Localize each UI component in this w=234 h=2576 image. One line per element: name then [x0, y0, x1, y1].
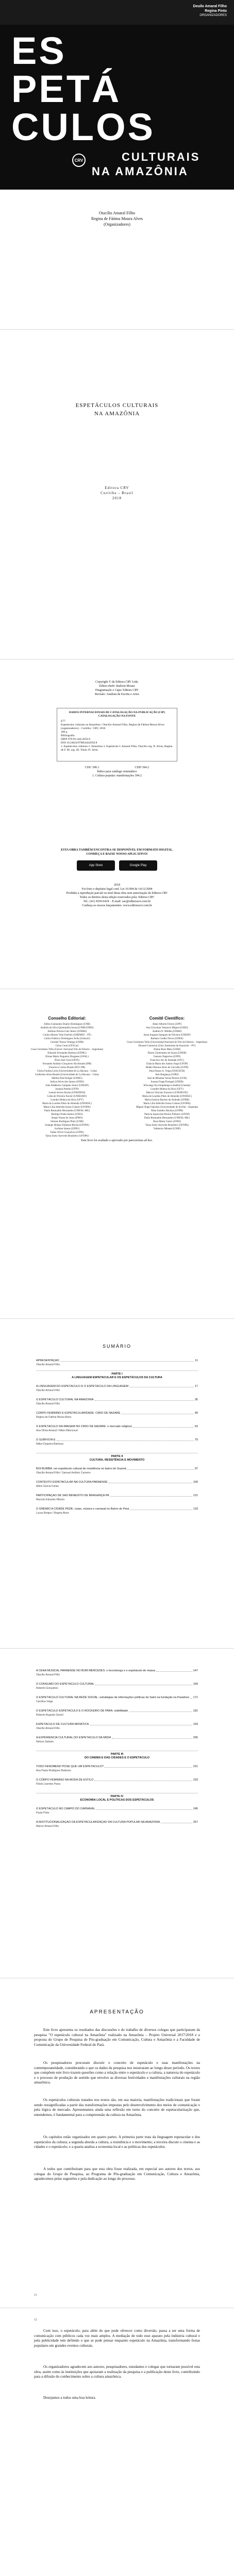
council-member: Sydione Santos (UEPG) [54, 1128, 80, 1130]
council-member: Andréia da Silva Quintanilha Sousa (UNIR/UFRN) [40, 1027, 94, 1029]
council-member: Lourdes Helena da Silva (UFV) [151, 1088, 183, 1091]
council-member: Eliane Rose Maio (UEM) [154, 1048, 180, 1051]
toc-entry[interactable] [36, 1385, 198, 1388]
digital-notice: ESTA OBRA TAMBÉM ENCONTRA-SE DISPONÍVEL EM FORMATO DIGITAL. CONHEÇA E BAIXE NOSSO APLICATIVO! [61, 849, 173, 856]
legal-deposit: Foi feito o depósito legal conf. Lei 10.994 de 14/12/2004 [81, 888, 153, 891]
toc-entry[interactable] [36, 1683, 198, 1686]
toc-entry-title: O CORPO FEMININO NA MODA DE ESTILO [36, 1778, 94, 1782]
toc-page-number: 205 [193, 1736, 198, 1739]
council-member: Fernando Antônio Gonçalves Alcoforado (IPB) [42, 1063, 92, 1065]
council-member: Ilma Passos A. Veiga (UNICEUB) [149, 1070, 185, 1073]
presentation-page-2 [0, 2308, 234, 2576]
council-member: Helder Buenos Aires de Carvalho (UFPI) [145, 1066, 189, 1069]
presentation-paragraph: Os espetáculos culturais tratados nos textos são, em sua maioria, manifestações tradicionais que foram sendo ressignificadas a partir das transformações impostas pelo desenvolvimento dos meios de comunicação e pela lógica de mercado. Apresentamos ainda uma reflexão em torno do conceito de espetacularização que, entendemos, é fundamental para a compreensão da cultura na Amazônia. [34, 2098, 200, 2117]
toc-entry-author: Nelson Sabarin [36, 1740, 54, 1743]
council-member: Sérgio Nunes de Jesus (IFRO) [51, 1117, 83, 1120]
presentation-paragraph: Os capítulos estão organizados em quatro partes. A primeira parte trata da linguagem espetacular e dos espetáculos da cultura; a segunda aborda a cultura, a resistência e o movimento; a terceira discute o cinema e as cidades e o espetáculo; e a quarta analisa a economia local e as políticas dos espetáculos. [34, 2135, 200, 2149]
toc-entry[interactable] [36, 1821, 198, 1824]
cip-box [57, 708, 177, 761]
council-member: Kilwangy Kya Kapitango-a-Samba (Unemat) [143, 1084, 191, 1087]
credits-line-2: Diagramação e Capa: Editora CRV [95, 689, 139, 692]
toc-leader [60, 1361, 194, 1362]
toc-leader [190, 1698, 192, 1699]
council-member: Cesar Gerónimo Tello (Universidad Nacional de Três de Febrero – Argentina) [127, 1041, 207, 1044]
toc-entry[interactable] [36, 1481, 198, 1484]
toc-entry-author: Roberto Augusto Gaviol [36, 1714, 63, 1717]
toc-part-heading: PARTE I A LINGUAGEM ESPETACULAR E OS ESPETÁCULOS DA CULTURA [72, 1372, 162, 1379]
council-member: Míguel Ángel Sánchez (Universidade de Sevilla – Espanha) [136, 1106, 198, 1109]
toc-entry-author: Otacílio Amaral Filho [36, 1389, 60, 1392]
presentation-paragraph: A todos que contribuíram para que esta obra fosse realizada, em especial aos autores dos textos, aos colegas do Grupo de Pesquisa, ao Programa de Pós-graduação em Comunicação, Cultura e Amazônia, agradecemos pelas sugestões e pela dedicação ao longo do processo. [34, 2167, 200, 2181]
credits-footer [0, 883, 234, 908]
toc-entry-author: Otacílio Amaral Filho [36, 1363, 60, 1366]
council-page [0, 989, 234, 1319]
crv-logo: CRV [72, 154, 86, 167]
toc-entry-title: TODO FENÔMENO POSE QUE UM ESPETÁCULO? [36, 1765, 104, 1768]
toc-entry[interactable] [36, 1709, 198, 1713]
toc-leader [96, 1809, 192, 1810]
toc-entry-author: Ana Olívia Amaral / Nilton Bitencourt [36, 1429, 78, 1432]
council-member: Rodrigo Pratte-Santos (UFES) [51, 1113, 83, 1116]
toc-entry-author: Márcio Amaral Filho [36, 1825, 59, 1828]
toc-entry[interactable] [36, 1736, 198, 1740]
council-member: Tania Suely Azevedo Brasileiro (UFOPA) [145, 1124, 189, 1127]
council-member: Eduardo Fernandes Barbosa (UFMG) [47, 1052, 87, 1055]
cip-line-7: 1. Espetáculos culturais 2. Amazônia 3. Espetáculo I. Amaral Filho, Otacílio org. II. Alves, Regina de F. M. org. III. Título IV. Série. [61, 745, 173, 752]
toc-entry-author: Carolina Veiga [36, 1700, 53, 1703]
toc-leader [156, 1671, 192, 1672]
cip-line-6: DOI 10.24824/978854442650.8 [61, 741, 97, 744]
council-member: Marcos Vinicius Francisco (UNOESTE) [146, 1092, 188, 1094]
website-link[interactable]: Conheça os nossos lançamentos: www.editoracrv.com.br [81, 904, 153, 907]
app-store-badge[interactable]: App Store [77, 860, 115, 871]
toc-leader [112, 1738, 192, 1739]
council-member: José de Ribamar Sousa Pereira (UCB) [147, 1077, 187, 1080]
toc-entry-title: A CENA MUSICAL PARAENSE NO BOM MERCEDES: o tecnobrega e o espetáculo de massa [36, 1669, 156, 1672]
council-member: Maria de Lourdes Pinto de Almeida (UNOESC) [42, 1103, 92, 1105]
toc-entry-author: Ailton Garcia Farias [36, 1485, 59, 1488]
toc-entry-title: O ESPETÁCULO CULTURAL NA REDE SOCIAL: estratégias de informações políticas do Sairé na fundação na Paradoxo [36, 1696, 190, 1699]
toc-page-number: 193 [193, 1723, 198, 1726]
council-member: Carlos Federico Domínguez Avila (Unieuro) [44, 1038, 90, 1040]
presentation-paragraph: Este livro apresenta os resultados das discussões e do trabalho de diversos colegas que participaram da pesquisa "O espetáculo cultural na Amazônia" realizado na Amazônia – Projeto Universal 2017/2018 e a proposta do Grupo de Pesquisa de Pós-graduação em Comunicação, Cultura e Amazônia e a Faculdade de Comunicação da Universidade Federal do Pará. [34, 2028, 200, 2047]
toc-entry[interactable] [36, 1467, 198, 1471]
toc-leader [129, 1711, 192, 1712]
toc-entry[interactable] [36, 1412, 198, 1415]
toc-entry-author: Otacílio Amaral Filho [36, 1727, 60, 1730]
council-member: Paulo Romualdo Hernandes (UNIFAL-MG) [44, 1110, 90, 1112]
council-member: Aldira Guimarães Duarte Domínguez (UNB) [43, 1023, 91, 1026]
council-member: Solange Helena Ximenes-Rocha (UFOPA) [45, 1124, 89, 1127]
cover-top-band [0, 0, 234, 25]
toc-page-number: 97 [194, 1467, 198, 1470]
contact-line: Tel.: (41) 3039-6418 – E-mail: sac@editoracrv.com.br [83, 900, 151, 903]
council-member: Lídia de Oliveira Xavier (UNIEURO) [47, 1095, 87, 1098]
toc-entry[interactable] [36, 1438, 198, 1442]
cover-title-area [0, 25, 234, 190]
toc-leader [127, 1469, 194, 1470]
halftitle-publisher: Editora CRV [105, 486, 129, 490]
cip-line-4: Bibliografia [61, 734, 75, 737]
cip-line-2: Espetáculos culturais na Amazônia / Otacílio Amaral Filho, Regina de Fátima Moura Alves (organizadores) – Curitiba : CRV, 2018. [61, 723, 164, 730]
council-member: Diosnel Centurion (Univ Autónoma de Asunción – PY) [138, 1045, 196, 1047]
credits-line-1: Editor-chefe: Railson Moura [99, 685, 135, 688]
council-member: Maria Eurácia Barreto de Andrade (UFRB) [144, 1099, 190, 1101]
toc-part-heading: PARTE IV ECONOMIA LOCAL E POLÍTICAS DOS ESPETÁCULOS [80, 1795, 154, 1802]
toc-entry[interactable] [36, 1398, 198, 1402]
halftitle-place: Curitiba – Brasil [101, 491, 133, 495]
presentation-title: APRESENTAÇÃO [90, 2009, 144, 2015]
toc-page-number: 49 [194, 1412, 198, 1415]
council-member: Elizeu Clementino de Souza (UNEB) [147, 1052, 187, 1055]
cover-title-line-3: CULOS [11, 106, 155, 148]
summary-page [0, 1319, 234, 1649]
council-member: Altair Alberto Fávero (UPF) [152, 1023, 182, 1026]
council-member: Carlos Alberto Vilar Estêvão (UMINHO – PT) [43, 1034, 91, 1037]
organizer-2: Regina de Fátima Moura Alves [91, 216, 143, 221]
presentation-page [0, 1978, 234, 2308]
council-member: Elione Maria Nogueira Diogenes (UFAL) [45, 1056, 89, 1058]
cover-subtitle-line-2: NA AMAZÔNIA [92, 165, 189, 178]
toc-entry-title: CONTEXTO ESPETACULAR NA CULTURA PARAENSE [36, 1481, 108, 1484]
council-member: Nilsa Sumiko Hachiya (UFPR) [151, 1110, 183, 1112]
toc-entry-title: ESPETÁCULO DE CULTURA MIDIÁTICA [36, 1723, 89, 1726]
toc-page-number: 221 [193, 1765, 198, 1768]
toc-page-number: 159 [193, 1683, 198, 1686]
toc-entry-author: Nilton Dejanira Barbosa [36, 1443, 63, 1446]
toc-entry-title: O CONSUMO DO ESPETÁCULO CULTURAL [36, 1683, 94, 1686]
halftitle-year: 2018 [112, 496, 122, 500]
organizers-role: (Organizadores) [104, 222, 130, 227]
council-member: Tania Suely Azevedo Brasileiro (UFOPA) [45, 1135, 89, 1138]
council-member: Antônio Pereira Gaio Júnior (UFRRJ) [47, 1030, 87, 1033]
presentation-paragraph: Os pesquisadores procuram discutir o conceito de espetáculo e suas manifestações na contemporaneidade, considerando o que os dados da pesquisa nos mostraram ao longo desse período. Os textos que compõem este livro trazem questões como a relação entre o espetáculo e a cultura, a natureza do espetáculo e o processo de produção de sentido que envolve as diversas festividades e manifestações culturais na região amazônica. [34, 2061, 200, 2085]
toc-entry-title: A LINGUAGEM DO ESPETÁCULO E O ESPETÁCULO DA LINGUAGEM [36, 1385, 129, 1388]
council-member: Maria Lília Imbiriba Sousa Colares (UFOPA) [143, 1103, 191, 1105]
presentation-paragraph: Com isso, o espetáculo, para além do que pode oferecer como diversão, passa a ser uma forma de comunicação com públicos cada vez mais amplos. A mediação de todo esse aparato pela indústria cultural e pela publicidade tem definido o que se pode pensar enquanto espetáculo na Amazônia, transformando festas populares em grandes eventos culturais. [34, 2329, 200, 2348]
rights-notice: Proibida a reprodução parcial ou total desta obra sem autorização da Editora CRV [66, 892, 168, 895]
council-member: Tadeu Oliver Gonçalves (UFPA) [50, 1131, 84, 1134]
toc-entry[interactable] [36, 1359, 198, 1363]
organizer-1: Otacílio Amaral Filho [98, 211, 136, 215]
toc-entry-author: Flávia Leandra Paiva [36, 1783, 60, 1786]
council-member: Francisco Carlos Duarte (PUC-PR) [48, 1066, 86, 1069]
council-member: Helmut Paul Krüger (UFMG) [52, 1077, 82, 1080]
council-member: Leonel Severo Rocha (UNISINOS) [48, 1092, 86, 1094]
toc-entry-author: Marcelo Eduardo Ribeiro [36, 1498, 65, 1501]
toc-page-number: 181 [193, 1709, 198, 1713]
council-member: Cesar Gerónimo Tello (Univer. Nacional Três de Febrero – Argentina) [30, 1048, 104, 1051]
toc-entry-title: A INSTITUCIONALIZAÇÃO DA ESPETACULARIZAÇÃO DA CULTURA POPULAR NA AMAZÔNIA [36, 1821, 160, 1824]
council-member: Gláucia Maria dos Santos Jorge (UFOP) [146, 1063, 188, 1065]
toc-page-number: 147 [193, 1669, 198, 1672]
toc-entry[interactable] [36, 1425, 198, 1429]
council-member: Rosa Maria Castro (UFRJ) [153, 1121, 181, 1123]
council-member: Valdenice Minatel (UNIP) [153, 1128, 181, 1130]
toc-page-number: 11 [195, 1359, 198, 1362]
toc-entry-author: Otacílio Amaral Filho / Samuel Antônio Carneiro [36, 1471, 91, 1475]
scientific-committee [121, 1016, 213, 1131]
council-member: Simone Rodrigues Pinto (UNB) [50, 1121, 84, 1123]
council-member: Lourdes Helena da Silva (UFV) [51, 1099, 83, 1101]
toc-leader [57, 1440, 194, 1441]
council-member: Paulo Romualdo Hernandes (UNIFAL-MG) [144, 1117, 190, 1120]
toc-entry-title: O ESPETÁCULO CULTURAL NA AMAZÔNIA [36, 1398, 94, 1401]
cip-heading: DADOS INTERNACIONAIS DE CATALOGAÇÃO-NA-PUBLICAÇÃO (CIP) CATALOGAÇÃO NA FONTE [69, 711, 165, 718]
cip-classification [0, 766, 234, 778]
toc-entry-author: Otacílio Amaral Filho [36, 1402, 60, 1405]
council-member: Carmen Tereza Velanga (UNIR) [50, 1041, 84, 1044]
store-badges [0, 860, 234, 871]
cip-line-1: E77 [61, 720, 65, 723]
cover-organizers [0, 210, 234, 227]
sales-notice: Todos os direitos desta edição reservados pela: Editora CRV [79, 896, 155, 899]
toc-entry-author: Lucas Borges / Regina Alves [36, 1512, 69, 1515]
halftitle-page [0, 330, 234, 659]
toc-page-number: 245 [193, 1807, 198, 1810]
cip-line-10: 1. Cultura popular: manifestações 394.2 [92, 774, 142, 777]
council-member: Jussara Fraga Portugal (UNEB) [151, 1081, 183, 1083]
toc-separator [36, 1370, 198, 1371]
toc-entry[interactable] [36, 1507, 198, 1511]
toc-page-number: 133 [193, 1507, 198, 1511]
page-number: 11 [34, 2294, 37, 2297]
council-member: Celso Conti (UFSCar) [55, 1045, 79, 1047]
toc-leader [133, 1427, 194, 1428]
council-member: Francisco Ari de Andrade (UFC) [150, 1059, 184, 1062]
toc-entry[interactable] [36, 1723, 198, 1726]
toc-entry[interactable] [36, 1669, 198, 1673]
google-play-badge[interactable]: Google Play [119, 860, 157, 871]
toc-entry-title: A EXPERIÊNCIA CULTURAL DO ESPETÁCULO DA MÍDIA [36, 1736, 111, 1739]
council-member: Fauston Negreiros (UFPI) [153, 1056, 181, 1058]
council-member: Élsio José Corá (UFFS) [55, 1059, 79, 1062]
toc-page-number: 171 [193, 1696, 198, 1699]
toc-page-number: 233 [193, 1778, 198, 1782]
toc-entry-title: APRESENTAÇÃO [36, 1359, 59, 1362]
toc-entry-title: O ESPETÁCULO NO CAMPO DO CARNAVAL [36, 1807, 95, 1810]
cover-subtitle-line-1: CULTURAIS [122, 150, 200, 163]
toc-entry-title: PARTICIPAÇÃO DE SÃO BENEDITO DE BRAGANÇA PA [36, 1494, 109, 1497]
page-number: 12 [34, 2318, 37, 2321]
cover-editor-2: Regina Pinto [205, 9, 227, 13]
toc-entry[interactable] [36, 1696, 198, 1700]
editorial-council-list [21, 1023, 113, 1138]
toc-page-number: 17 [194, 1385, 198, 1388]
council-member: João Adalberto Campato Junior (UNESP) [45, 1084, 89, 1087]
council-member: Anna Augusta Sampaio de Oliveira (UNESP) [143, 1034, 191, 1037]
toc-entry-author: Otacílio Amaral Filho [36, 1673, 60, 1676]
toc-leader [110, 1496, 192, 1497]
toc-entry-author: Paulo Pinto [36, 1811, 49, 1815]
cip-line-9: Índice para catálogo sistemático [97, 770, 137, 773]
halftitle-line-1: ESPETÁCULOS CULTURAIS [75, 402, 159, 409]
toc-leader [95, 1400, 194, 1401]
toc-entry-title: CORPO FEMININO E ESPETACULARIDADE: CÍRIO DE NAZARÉ [36, 1412, 121, 1415]
toc-leader [105, 1767, 192, 1768]
council-member: Inês Bragança (UERJ) [155, 1074, 179, 1076]
scientific-committee-list [121, 1023, 213, 1131]
toc-entry-author: Roberto Gonçalves [36, 1687, 58, 1690]
toc-entry-title: O SURFISTA E [36, 1438, 56, 1442]
toc-entry[interactable] [36, 1494, 198, 1498]
cover-editor-1: Deuilo Amaral Filho [193, 5, 227, 8]
toc-page-number: 79 [194, 1438, 198, 1442]
council-member: Patricia Aparecida Pereira Pinheiro (UFOP) [144, 1113, 190, 1116]
council-member: Josania Portela (UFPI) [55, 1088, 79, 1091]
toc-page-number: 257 [193, 1821, 198, 1824]
copyright-line: Copyright © da Editora CRV Ltda. [95, 681, 139, 684]
scientific-committee-title: Comitê Científico: [149, 1016, 185, 1021]
halftitle-line-2: NA AMAZÔNIA [94, 411, 140, 417]
editorial-council [21, 1016, 113, 1138]
cover-page [0, 0, 234, 330]
toc-entry-author: Ana Paula Rodrigues Barbosa [36, 1769, 71, 1772]
toc-page-number: 35 [194, 1398, 198, 1401]
council-member: Maria de Lourdes Pinto de Almeida (UNOESC) [142, 1095, 192, 1098]
toc-entry[interactable] [36, 1807, 198, 1811]
toc-entry-author: Regina de Fátima Moura Alves [36, 1416, 72, 1419]
credits-year: 2018 [114, 884, 120, 887]
toc-part-heading: PARTE II CULTURA, RESISTÊNCIA E MOVIMENTO [89, 1455, 145, 1462]
credits-header [0, 680, 234, 697]
cover-lower [0, 190, 234, 330]
presentation-paragraph: Os organizadores agradecem aos autores, pesquisadores, estudantes e colegas que tornaram possível esta obra, assim como às instituições que apoiaram a realização da pesquisa e a publicação deste livro, contribuindo para a difusão do conhecimento sobre a cultura amazônica. [34, 2365, 200, 2379]
council-member: Maria Lília Imbiriba Sousa Colares (UFOPA) [43, 1106, 91, 1109]
toc-entry[interactable] [36, 1778, 198, 1782]
council-member: Andréia N. Militão (UEMS) [152, 1030, 182, 1033]
cover-editors-role: ORGANIZADORES [199, 14, 227, 17]
council-member: Jailson Alves dos Santos (UFRJ) [50, 1081, 84, 1083]
summary-title: SUMÁRIO [102, 1344, 131, 1349]
cover-editors [193, 4, 227, 18]
toc-entry[interactable] [36, 1765, 198, 1769]
toc-page-number: 109 [193, 1481, 198, 1484]
summary-page-2 [0, 1649, 234, 1978]
cover-title-line-2: PETÁ [11, 67, 122, 110]
cip-line-8: CDU 390.1 CDD 394.2 [85, 766, 149, 769]
toc-entry-title: O ESPETÁCULO ESPETÁCULO E O ROCKEIRO DE PARÁ: visibilidade [36, 1709, 128, 1713]
cip-line-5: ISBN 978-85-444-2650-8 [61, 738, 90, 741]
council-footnote: Este livro foi avaliado e aprovado por pareceristas ad hoc. [81, 1139, 153, 1142]
toc-entry-title: O ESPETÁCULO DA IMAGEM NO CÍRIO DE NAZARÉ: o mercado religioso [36, 1425, 132, 1428]
credits-page [0, 659, 234, 989]
editorial-council-title: Conselho Editorial: [48, 1016, 86, 1021]
council-member: Gloria Fariñas León (Universidade de La Havana – Cuba) [37, 1070, 97, 1073]
council-member: Barbara Coelho Neves (UFBA) [151, 1038, 183, 1040]
cover-title-line-1: ES [11, 29, 66, 72]
council-member: Guillermo Arias Beatón (Universidade de La Havana – Cuba) [35, 1074, 99, 1076]
toc-entry-title: O GRÊMIO A CIDADE PEDE: corpo, música e carnaval no Bairro do Pará [36, 1507, 129, 1511]
toc-part-heading: PARTE III DO CINEMA E DAS CIDADES E O ESPETÁCULO [84, 1753, 149, 1759]
cip-line-3: 180 p. [61, 731, 68, 734]
credits-line-3: Revisão: Analista de Escrita e Artes [95, 693, 139, 696]
presentation-paragraph: Desejamos a todos uma boa leitura. [43, 2396, 96, 2400]
toc-page-number: 121 [193, 1494, 198, 1497]
toc-entry-title: BOI-BUMBÁ: um espetáculo cultural de resistência no bairro do Guamá [36, 1467, 126, 1470]
toc-page-number: 63 [194, 1425, 198, 1428]
council-member: Ana Chrystina Venancio Mignot (UERJ) [146, 1027, 188, 1029]
